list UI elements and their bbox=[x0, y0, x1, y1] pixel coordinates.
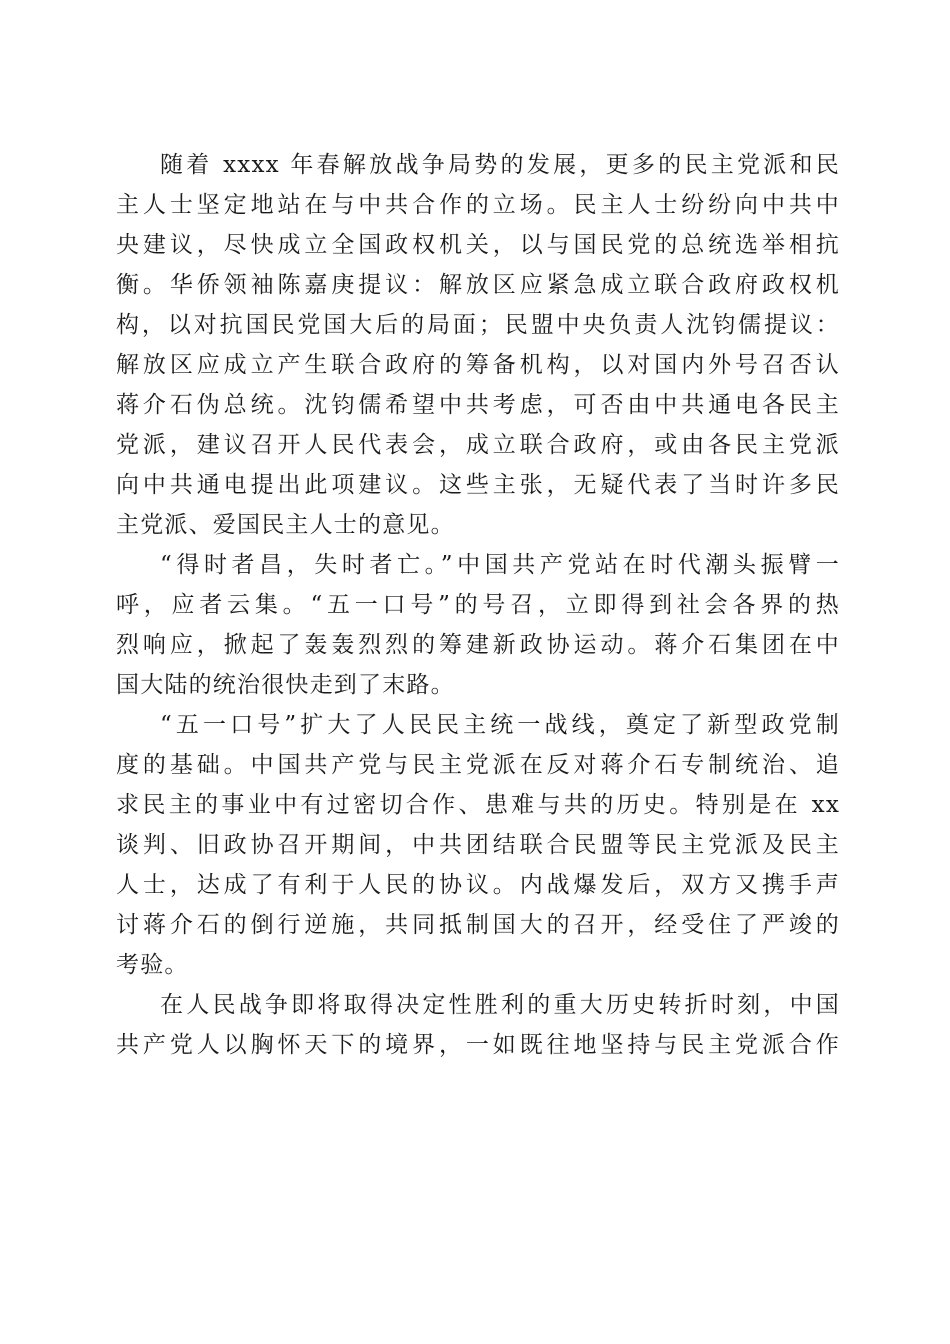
paragraph-1-line-4: 衡。华侨领袖陈嘉庚提议：解放区应紧急成立联合政府政权机 bbox=[116, 272, 840, 298]
paragraph-1-line-2: 主人士坚定地站在与中共合作的立场。民主人士纷纷向中共中 bbox=[116, 192, 840, 218]
paragraph-1-line-10: 主党派、爱国民主人士的意见。 bbox=[116, 512, 455, 538]
paragraph-1-line-1: 随着 xxxx 年春解放战争局势的发展，更多的民主党派和民 bbox=[160, 152, 840, 178]
paragraph-3-line-6: 讨蒋介石的倒行逆施，共同抵制国大的召开，经受住了严竣的 bbox=[116, 912, 840, 938]
paragraph-2-line-1: “得时者昌，失时者亡。”中国共产党站在时代潮头振臂一 bbox=[160, 552, 840, 578]
paragraph-2-line-2: 呼，应者云集。“五一口号”的号召，立即得到社会各界的热 bbox=[116, 592, 840, 618]
paragraph-2-line-4: 国大陆的统治很快走到了末路。 bbox=[116, 672, 455, 698]
paragraph-1-line-7: 蒋介石伪总统。沈钧儒希望中共考虑，可否由中共通电各民主 bbox=[116, 392, 840, 418]
paragraph-3-line-1: “五一口号”扩大了人民民主统一战线，奠定了新型政党制 bbox=[160, 712, 840, 738]
paragraph-3-line-3: 求民主的事业中有过密切合作、患难与共的历史。特别是在 xx bbox=[116, 792, 840, 818]
paragraph-1-line-5: 构，以对抗国民党国大后的局面；民盟中央负责人沈钧儒提议： bbox=[116, 312, 840, 338]
paragraph-1-line-3: 央建议，尽快成立全国政权机关，以与国民党的总统选举相抗 bbox=[116, 232, 840, 258]
paragraph-3-line-7: 考验。 bbox=[116, 952, 189, 978]
paragraph-3-line-4: 谈判、旧政协召开期间，中共团结联合民盟等民主党派及民主 bbox=[116, 832, 840, 858]
paragraph-1-line-6: 解放区应成立产生联合政府的筹备机构，以对国内外号召否认 bbox=[116, 352, 840, 378]
paragraph-3-line-5: 人士，达成了有利于人民的协议。内战爆发后，双方又携手声 bbox=[116, 872, 840, 898]
body-text bbox=[116, 145, 840, 1065]
paragraph-1-line-9: 向中共通电提出此项建议。这些主张，无疑代表了当时许多民 bbox=[116, 472, 840, 498]
paragraph-1-line-8: 党派，建议召开人民代表会，成立联合政府，或由各民主党派 bbox=[116, 432, 840, 458]
paragraph-4-line-1: 在人民战争即将取得决定性胜利的重大历史转折时刻，中国 bbox=[160, 992, 840, 1018]
paragraph-2-line-3: 烈响应，掀起了轰轰烈烈的筹建新政协运动。蒋介石集团在中 bbox=[116, 632, 840, 658]
paragraph-4-line-2: 共产党人以胸怀天下的境界，一如既往地坚持与民主党派合作 bbox=[116, 1032, 840, 1058]
paragraph-3-line-2: 度的基础。中国共产党与民主党派在反对蒋介石专制统治、追 bbox=[116, 752, 840, 778]
